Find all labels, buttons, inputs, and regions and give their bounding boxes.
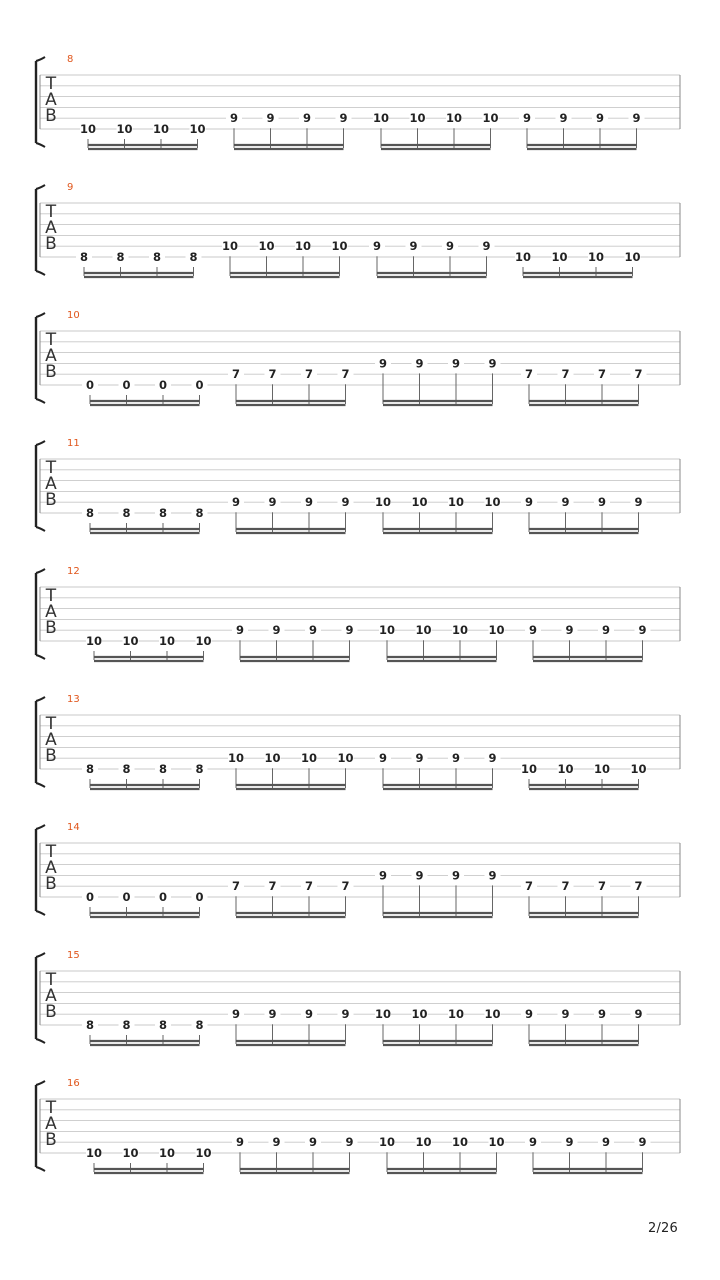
fret-number: 9 <box>304 495 314 510</box>
fret-number: 7 <box>231 879 241 894</box>
fret-number: 10 <box>484 1007 501 1022</box>
fret-number: 8 <box>189 250 198 264</box>
tab-clef-letter: B <box>45 874 57 894</box>
measure-number: 8 <box>67 54 74 65</box>
fret-number: 8 <box>122 506 131 520</box>
tab-clef-letter: B <box>45 234 57 254</box>
fret-number: 9 <box>308 1135 318 1150</box>
fret-number: 10 <box>122 1146 139 1160</box>
fret-number: 9 <box>268 495 277 510</box>
fret-number: 10 <box>557 762 574 776</box>
system-bracket-bottom-hook <box>36 911 45 915</box>
fret-number: 9 <box>522 111 532 126</box>
fret-number: 7 <box>304 879 314 894</box>
fret-number: 9 <box>561 495 570 510</box>
fret-number: 0 <box>122 378 131 392</box>
tab-clef-letter: A <box>45 218 57 238</box>
fret-number: 7 <box>634 367 643 382</box>
fret-number: 9 <box>345 1135 354 1150</box>
tab-clef-letter: A <box>45 730 57 750</box>
fret-number: 7 <box>268 879 277 894</box>
fret-number: 7 <box>597 367 607 382</box>
fret-number: 9 <box>415 356 424 371</box>
fret-number: 9 <box>482 239 491 254</box>
fret-number: 9 <box>634 1007 643 1022</box>
fret-number: 10 <box>372 111 390 126</box>
fret-number: 7 <box>561 879 570 894</box>
fret-number: 9 <box>524 495 534 510</box>
fret-number: 9 <box>638 623 647 638</box>
tab-clef-letter: T <box>45 1098 57 1118</box>
fret-number: 7 <box>268 367 277 382</box>
fret-number: 10 <box>482 111 499 126</box>
fret-number: 10 <box>122 634 139 648</box>
tab-clef-letter: A <box>45 858 57 878</box>
fret-number: 10 <box>195 1146 212 1160</box>
system-bracket-top-hook <box>36 441 45 445</box>
fret-number: 9 <box>345 623 354 638</box>
tab-clef-letter: T <box>45 202 57 222</box>
fret-number: 8 <box>122 762 131 776</box>
fret-number: 0 <box>195 378 204 392</box>
fret-number: 8 <box>158 506 168 520</box>
tab-clef-letter: T <box>45 458 57 478</box>
tab-clef-letter: A <box>45 602 57 622</box>
tab-clef-letter: B <box>45 746 57 766</box>
fret-number: 10 <box>520 762 538 776</box>
tab-clef-letter: T <box>45 970 57 990</box>
fret-number: 9 <box>561 1007 570 1022</box>
fret-number: 8 <box>116 250 125 264</box>
tab-clef-letter: A <box>45 474 57 494</box>
fret-number: 10 <box>79 122 97 136</box>
tab-clef-letter: A <box>45 986 57 1006</box>
fret-number: 0 <box>158 890 168 904</box>
fret-number: 10 <box>451 1135 469 1150</box>
fret-number: 10 <box>484 495 501 510</box>
fret-number: 9 <box>488 868 497 883</box>
fret-number: 7 <box>561 367 570 382</box>
fret-number: 9 <box>597 1007 607 1022</box>
fret-number: 7 <box>524 367 534 382</box>
fret-number: 8 <box>158 762 168 776</box>
fret-number: 7 <box>304 367 314 382</box>
fret-number: 9 <box>632 111 641 126</box>
tab-clef-letter: B <box>45 362 57 382</box>
fret-number: 10 <box>415 623 432 638</box>
fret-number: 9 <box>597 495 607 510</box>
measure-number: 13 <box>67 694 80 705</box>
fret-number: 9 <box>268 1007 277 1022</box>
system-bracket-top-hook <box>36 313 45 317</box>
fret-number: 8 <box>195 506 204 520</box>
tab-clef-letter: A <box>45 90 57 110</box>
fret-number: 9 <box>308 623 318 638</box>
fret-number: 0 <box>85 890 95 904</box>
fret-number: 9 <box>339 111 348 126</box>
fret-number: 9 <box>235 623 245 638</box>
fret-number: 10 <box>374 1007 392 1022</box>
fret-number: 10 <box>195 634 212 648</box>
tab-clef-letter: B <box>45 1130 57 1150</box>
fret-number: 9 <box>229 111 239 126</box>
fret-number: 9 <box>378 356 388 371</box>
measure-number: 10 <box>67 310 80 321</box>
fret-number: 7 <box>341 879 350 894</box>
fret-number: 9 <box>266 111 275 126</box>
measure-number: 15 <box>67 950 80 961</box>
fret-number: 9 <box>451 868 461 883</box>
fret-number: 9 <box>304 1007 314 1022</box>
fret-number: 10 <box>551 250 568 264</box>
page-number: 2/26 <box>648 1221 678 1236</box>
fret-number: 10 <box>227 751 245 766</box>
fret-number: 7 <box>231 367 241 382</box>
fret-number: 8 <box>195 762 204 776</box>
fret-number: 10 <box>409 111 426 126</box>
fret-number: 8 <box>195 1018 204 1032</box>
fret-number: 10 <box>85 634 103 648</box>
system-bracket-top-hook <box>36 953 45 957</box>
fret-number: 9 <box>341 495 350 510</box>
system-bracket-bottom-hook <box>36 783 45 787</box>
fret-number: 8 <box>85 506 95 520</box>
tab-clef-letter: T <box>45 74 57 94</box>
fret-number: 10 <box>411 495 428 510</box>
fret-number: 9 <box>272 1135 281 1150</box>
fret-number: 10 <box>488 623 505 638</box>
tab-clef-letter: B <box>45 490 57 510</box>
fret-number: 8 <box>79 250 89 264</box>
measure-number: 14 <box>67 822 80 833</box>
fret-number: 9 <box>638 1135 647 1150</box>
fret-number: 7 <box>597 879 607 894</box>
system-bracket-bottom-hook <box>36 399 45 403</box>
fret-number: 10 <box>447 495 465 510</box>
fret-number: 9 <box>601 623 611 638</box>
fret-number: 9 <box>595 111 605 126</box>
tab-clef-letter: A <box>45 1114 57 1134</box>
fret-number: 10 <box>152 122 170 136</box>
fret-number: 7 <box>341 367 350 382</box>
fret-number: 9 <box>565 623 574 638</box>
fret-number: 10 <box>258 239 275 254</box>
fret-number: 9 <box>601 1135 611 1150</box>
fret-number: 9 <box>445 239 455 254</box>
fret-number: 10 <box>300 751 318 766</box>
system-bracket-top-hook <box>36 825 45 829</box>
fret-number: 10 <box>624 250 641 264</box>
tab-clef-letter: B <box>45 106 57 126</box>
tab-clef-letter: T <box>45 330 57 350</box>
system-bracket-top-hook <box>36 1081 45 1085</box>
fret-number: 9 <box>415 751 424 766</box>
fret-number: 10 <box>158 1146 176 1160</box>
fret-number: 9 <box>528 1135 538 1150</box>
system-bracket-bottom-hook <box>36 527 45 531</box>
fret-number: 8 <box>85 1018 95 1032</box>
system-bracket-top-hook <box>36 697 45 701</box>
fret-number: 10 <box>488 1135 505 1150</box>
fret-number: 0 <box>122 890 131 904</box>
fret-number: 10 <box>221 239 239 254</box>
fret-number: 9 <box>524 1007 534 1022</box>
fret-number: 9 <box>302 111 312 126</box>
tab-clef-letter: T <box>45 714 57 734</box>
fret-number: 0 <box>85 378 95 392</box>
fret-number: 10 <box>337 751 354 766</box>
fret-number: 10 <box>514 250 532 264</box>
fret-number: 9 <box>451 356 461 371</box>
fret-number: 9 <box>559 111 568 126</box>
fret-number: 10 <box>447 1007 465 1022</box>
measure-number: 12 <box>67 566 80 577</box>
fret-number: 10 <box>451 623 469 638</box>
fret-number: 10 <box>378 623 396 638</box>
system-bracket-top-hook <box>36 57 45 61</box>
fret-number: 9 <box>565 1135 574 1150</box>
fret-number: 10 <box>587 250 605 264</box>
fret-number: 10 <box>593 762 611 776</box>
fret-number: 10 <box>378 1135 396 1150</box>
fret-number: 10 <box>264 751 281 766</box>
system-bracket-bottom-hook <box>36 1039 45 1043</box>
tab-clef-letter: B <box>45 618 57 638</box>
fret-number: 9 <box>231 495 241 510</box>
fret-number: 10 <box>158 634 176 648</box>
fret-number: 9 <box>528 623 538 638</box>
fret-number: 10 <box>85 1146 103 1160</box>
fret-number: 9 <box>415 868 424 883</box>
tab-clef-letter: A <box>45 346 57 366</box>
fret-number: 9 <box>451 751 461 766</box>
fret-number: 9 <box>409 239 418 254</box>
fret-number: 8 <box>122 1018 131 1032</box>
fret-number: 10 <box>374 495 392 510</box>
fret-number: 10 <box>189 122 206 136</box>
fret-number: 10 <box>116 122 133 136</box>
fret-number: 10 <box>630 762 647 776</box>
fret-number: 10 <box>294 239 312 254</box>
fret-number: 7 <box>634 879 643 894</box>
measure-number: 9 <box>67 182 74 193</box>
fret-number: 9 <box>488 751 497 766</box>
system-bracket-bottom-hook <box>36 143 45 147</box>
fret-number: 10 <box>411 1007 428 1022</box>
fret-number: 10 <box>415 1135 432 1150</box>
measure-number: 16 <box>67 1078 80 1089</box>
fret-number: 9 <box>231 1007 241 1022</box>
fret-number: 8 <box>158 1018 168 1032</box>
fret-number: 9 <box>341 1007 350 1022</box>
fret-number: 8 <box>152 250 162 264</box>
system-bracket-bottom-hook <box>36 1167 45 1171</box>
fret-number: 8 <box>85 762 95 776</box>
fret-number: 9 <box>372 239 382 254</box>
fret-number: 0 <box>158 378 168 392</box>
fret-number: 9 <box>272 623 281 638</box>
system-bracket-top-hook <box>36 569 45 573</box>
fret-number: 10 <box>331 239 348 254</box>
system-bracket-bottom-hook <box>36 655 45 659</box>
fret-number: 9 <box>488 356 497 371</box>
tab-clef-letter: T <box>45 586 57 606</box>
fret-number: 9 <box>378 868 388 883</box>
fret-number: 10 <box>445 111 463 126</box>
fret-number: 9 <box>378 751 388 766</box>
system-bracket-bottom-hook <box>36 271 45 275</box>
fret-number: 7 <box>524 879 534 894</box>
tab-clef-letter: T <box>45 842 57 862</box>
fret-number: 0 <box>195 890 204 904</box>
tab-clef-letter: B <box>45 1002 57 1022</box>
system-bracket-top-hook <box>36 185 45 189</box>
fret-number: 9 <box>634 495 643 510</box>
measure-number: 11 <box>67 438 80 449</box>
fret-number: 9 <box>235 1135 245 1150</box>
